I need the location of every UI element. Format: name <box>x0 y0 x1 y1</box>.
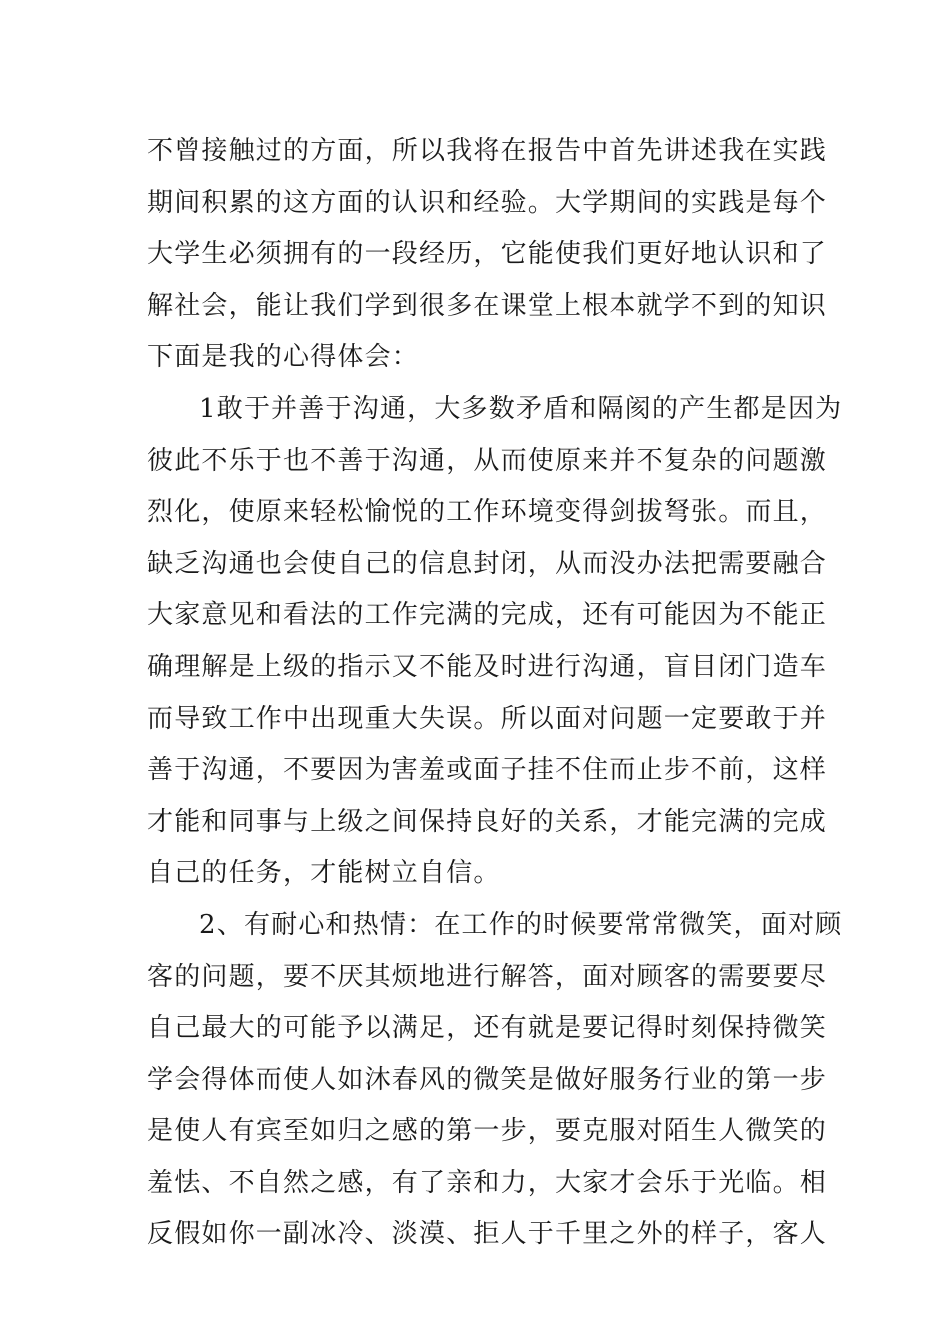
text-line: 不曾接触过的方面，所以我将在报告中首先讲述我在实践 <box>147 136 828 166</box>
text-line: 善于沟通，不要因为害羞或面子挂不住而止步不前，这样 <box>147 755 828 786</box>
text-line: 客的问题，要不厌其烦地进行解答，面对顾客的需要要尽 <box>147 961 828 992</box>
text-line: 羞怯、不自然之感，有了亲和力，大家才会乐于光临。相 <box>147 1167 828 1198</box>
text-line: 自己的任务，才能树立自信。 <box>147 858 501 889</box>
text-line: 而导致工作中出现重大失误。所以面对问题一定要敢于并 <box>147 703 828 734</box>
body-text <box>147 126 843 1261</box>
text-line: 自己最大的可能予以满足，还有就是要记得时刻保持微笑 <box>147 1013 828 1044</box>
paragraph-first-line: 1敢于并善于沟通，大多数矛盾和隔阂的产生都是因为 <box>199 393 843 424</box>
text-line: 彼此不乐于也不善于沟通，从而使原来并不复杂的问题激 <box>147 445 828 476</box>
paragraph-first-line: 2、有耐心和热情：在工作的时候要常常微笑，面对顾 <box>199 909 843 940</box>
text-line: 期间积累的这方面的认识和经验。大学期间的实践是每个 <box>147 187 828 218</box>
text-line: 大家意见和看法的工作完满的完成，还有可能因为不能正 <box>147 600 828 631</box>
text-line: 解社会，能让我们学到很多在课堂上根本就学不到的知识 <box>147 290 828 321</box>
text-line: 缺乏沟通也会使自己的信息封闭，从而没办法把需要融合 <box>147 548 828 579</box>
text-line: 反假如你一副冰冷、淡漠、拒人于千里之外的样子，客人 <box>147 1219 828 1250</box>
text-line: 才能和同事与上级之间保持良好的关系，才能完满的完成 <box>147 806 828 837</box>
text-line: 大学生必须拥有的一段经历，它能使我们更好地认识和了 <box>147 239 828 270</box>
text-line: 烈化，使原来轻松愉悦的工作环境变得剑拔弩张。而且， <box>147 497 828 528</box>
text-line: 学会得体而使人如沐春风的微笑是做好服务行业的第一步 <box>147 1064 828 1095</box>
text-line: 确理解是上级的指示又不能及时进行沟通，盲目闭门造车 <box>147 651 828 682</box>
text-line: 是使人有宾至如归之感的第一步，要克服对陌生人微笑的 <box>147 1116 828 1147</box>
text-line: 下面是我的心得体会： <box>147 342 420 373</box>
